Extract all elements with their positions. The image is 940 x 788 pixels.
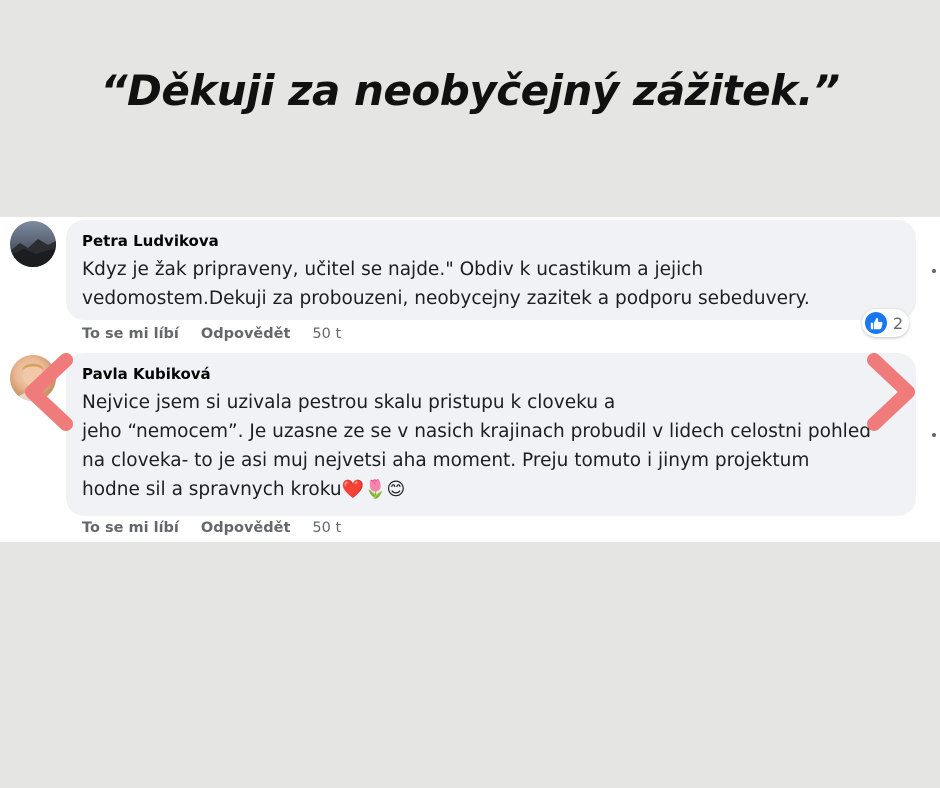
comment-timestamp[interactable]: 50 t [312,520,342,536]
reaction-number: 2 [893,313,904,333]
comment-text-content: Nejvice jsem si uzivala pestrou skalu pristupu k cloveku a jeho “nemocem”. Je uzasne ze se v nasich krajinach probudil v lidech celostni pohled na cloveka- to je asi muj nejvetsi aha moment. Preju tomuto i jinym projektum hodne sil a spravnych kroku [82,392,871,500]
like-button[interactable]: To se mi líbí [82,326,179,342]
heart-emoji: ❤️ [341,479,365,500]
comment-author[interactable]: Petra Ludvikova [82,232,219,250]
like-icon [865,312,887,334]
comment-timestamp[interactable]: 50 t [312,326,342,342]
smile-emoji: 😊 [386,479,406,500]
next-button[interactable] [862,352,922,432]
comment-text: Kdyz je žak pripraveny, učitel se najde." Obdiv k ucastikum a jejich vedomostem.Dekuji za probouzeni, neobycejny zazitek a podporu sebeduvery. [82,259,810,309]
chevron-right-icon [862,352,922,432]
more-options-icon[interactable] [932,269,936,273]
profile-photo-landscape-icon [10,221,56,267]
comments-panel [0,217,940,542]
comment-bubble [66,220,916,320]
previous-button[interactable] [18,352,78,432]
chevron-left-icon [18,352,78,432]
reply-button[interactable]: Odpovědět [200,326,291,342]
more-options-icon[interactable] [932,433,936,437]
reply-button[interactable]: Odpovědět [200,520,291,536]
comment-actions [82,326,341,342]
like-button[interactable]: To se mi líbí [82,520,179,536]
reaction-count[interactable] [862,309,909,337]
comment-text [82,388,900,504]
comment-actions [82,520,341,536]
headline: “Děkuji za neobyčejný zážitek.” [100,66,840,115]
comment-bubble [66,353,916,516]
comment-author[interactable]: Pavla Kubiková [82,365,211,383]
avatar[interactable] [10,221,56,267]
tulip-emoji: 🌷 [364,479,387,500]
